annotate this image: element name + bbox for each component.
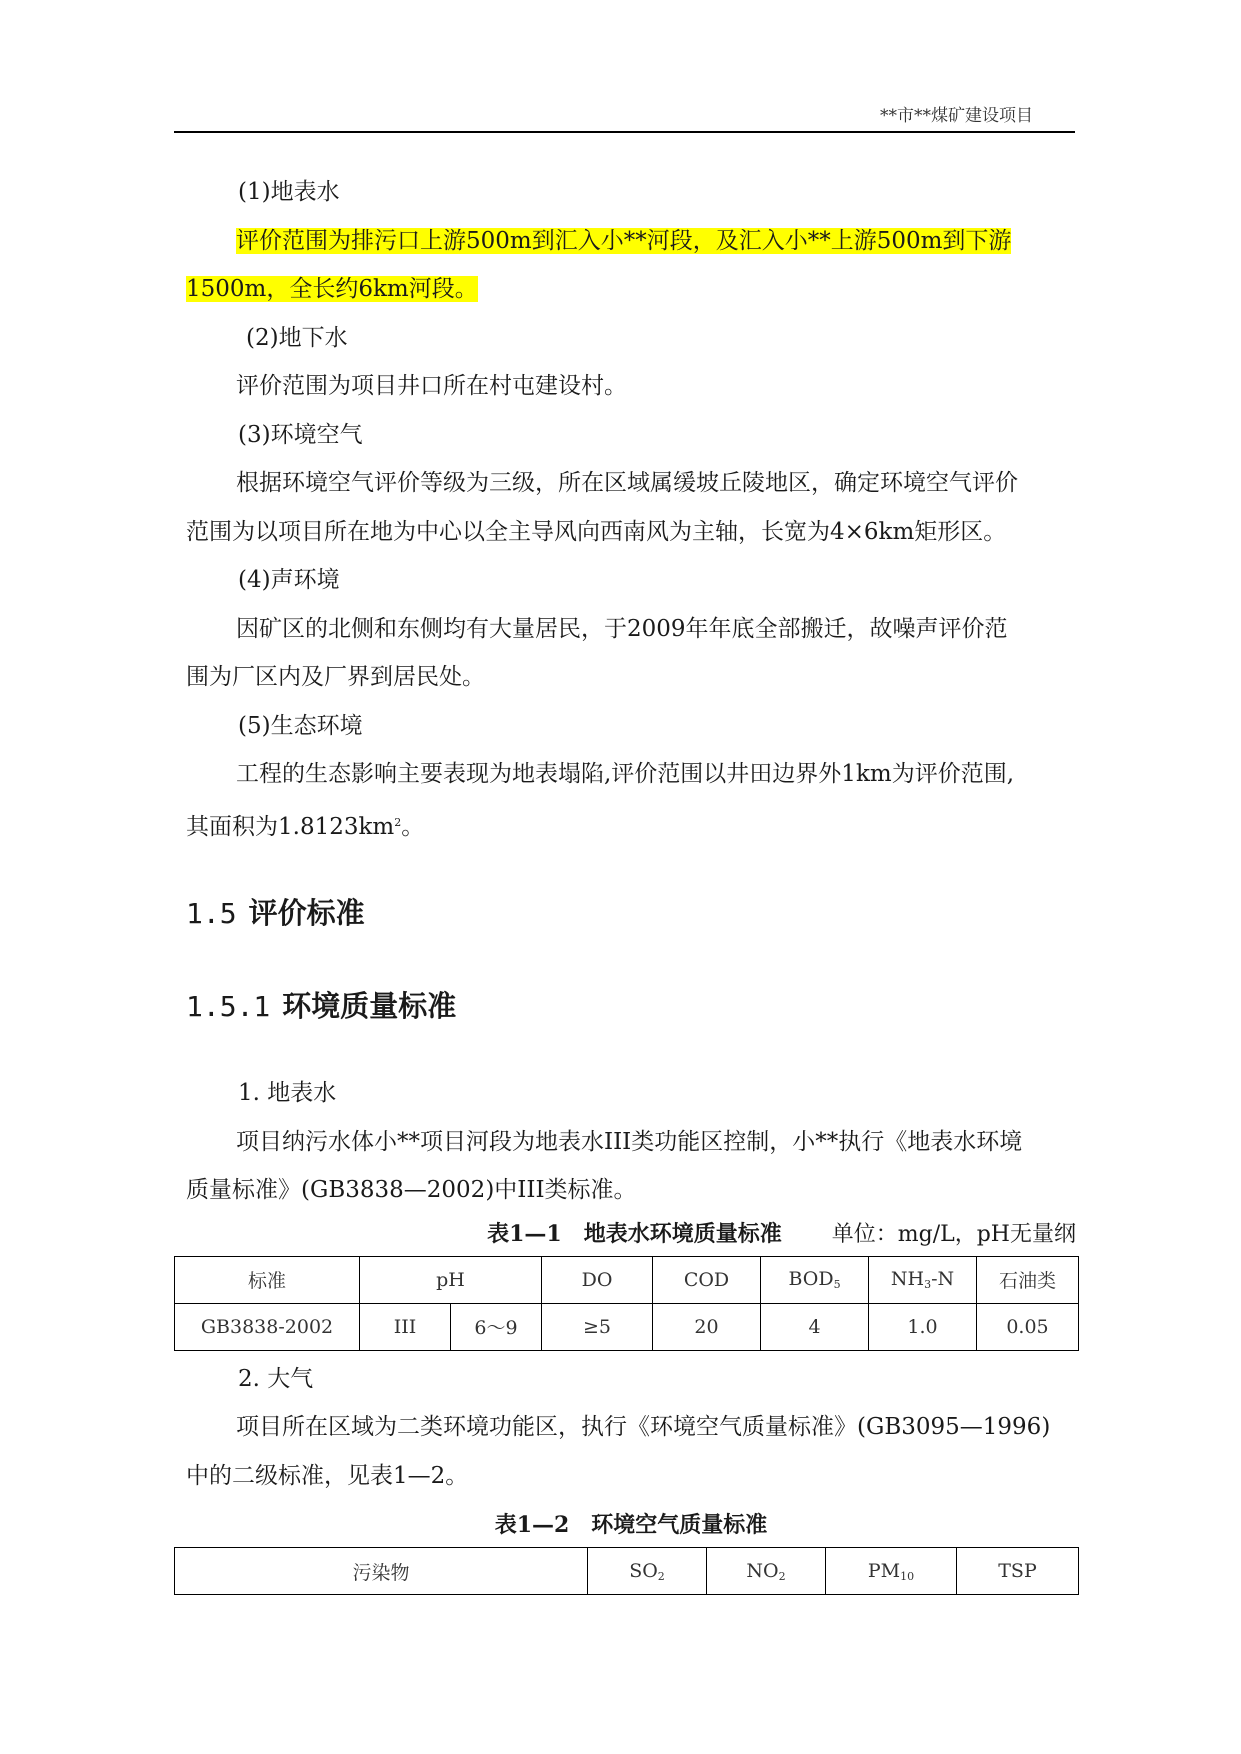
table-header-row (175, 1256, 1079, 1303)
table-cell: GB3838-2002 (175, 1303, 360, 1350)
surface-std-text: 项目纳污水体小**项目河段为地表水III类功能区控制，小**执行《地表水环境 质量标准》(GB3838—2002)中III类标准。 (186, 1128, 1023, 1203)
highlighted-text: 评价范围为排污口上游500m到汇入小**河段，及汇入小**上游500m到下游 (236, 227, 1012, 254)
table-cell: III (360, 1303, 451, 1350)
scope-eco-text: 工程的生态影响主要表现为地表塌陷,评价范围以井田边界外1km为评价范围, 其面积为$1.8123km^2$。 (186, 761, 1015, 840)
highlighted-text: 1500m，全长约6km河段。 (186, 276, 478, 302)
table-header-cell: 污染物 (175, 1548, 588, 1595)
table-header-cell: pH (360, 1256, 542, 1303)
table-header-cell: 石油类 (977, 1256, 1079, 1303)
scope-surface-water-text (186, 217, 1076, 314)
scope-groundwater-text: 评价范围为项目井口所在村屯建设村。 (236, 373, 627, 399)
surface-water-standard-table (174, 1256, 1079, 1351)
table-header-cell: $NO_2$ (707, 1548, 826, 1595)
page-header-title: **市**煤矿建设项目 (880, 106, 1033, 126)
table-header-cell: $BOD_5$ (761, 1256, 869, 1303)
table-cell: 1.0 (869, 1303, 977, 1350)
table-cell: ≥5 (542, 1303, 653, 1350)
surface-std-title: 1. 地表水 (238, 1080, 337, 1106)
scope-surface-water-title: (1)地表水 (238, 179, 340, 205)
table-header-row (175, 1548, 1079, 1595)
table-header-cell: $SO_2$ (588, 1548, 707, 1595)
table-cell: 4 (761, 1303, 869, 1350)
document-body (186, 168, 1076, 1595)
scope-eco-title: (5)生态环境 (238, 712, 363, 739)
air-std-text: 项目所在区域为二类环境功能区，执行《环境空气质量标准》(GB3095—1996) 中的二级标准，见表1—2。 (186, 1414, 1051, 1489)
scope-air-text: 根据环境空气评价等级为三级，所在区域属缓坡丘陵地区，确定环境空气评价 范围为以项目所在地为中心以全主导风向西南风为主轴，长宽为4×6km矩形区。 (186, 470, 1018, 545)
table2-caption: 表1—2 环境空气质量标准 (494, 1512, 768, 1538)
header-divider (174, 131, 1075, 133)
table-cell: 20 (653, 1303, 761, 1350)
section-heading-1-5-1: 1.5.1 环境质量标准 (186, 989, 457, 1023)
section-heading-1-5: 1.5 评价标准 (186, 896, 365, 930)
table-cell: 0.05 (977, 1303, 1079, 1350)
air-std-title: 2. 大气 (238, 1365, 314, 1392)
table-header-cell: DO (542, 1256, 653, 1303)
scope-air-title: (3)环境空气 (238, 421, 363, 448)
scope-noise-title: (4)声环境 (238, 567, 340, 593)
table1-caption: 表1—1 地表水环境质量标准 单位：mg/L，pH无量纲 (487, 1220, 1076, 1247)
table-header-cell: TSP (957, 1548, 1079, 1595)
scope-groundwater-title: (2)地下水 (246, 324, 348, 351)
table-header-cell: $NH_3-N$ (869, 1256, 977, 1303)
table-row (175, 1303, 1079, 1350)
table-header-cell: COD (653, 1256, 761, 1303)
table-header-cell: $PM_{10}$ (826, 1548, 957, 1595)
air-quality-standard-table (174, 1547, 1079, 1595)
table-cell: 6～9 (451, 1303, 542, 1350)
scope-noise-text: 因矿区的北侧和东侧均有大量居民，于2009年年底全部搬迁，故噪声评价范 围为厂区内及厂界到居民处。 (186, 615, 1008, 690)
table-header-cell: 标准 (175, 1256, 360, 1303)
